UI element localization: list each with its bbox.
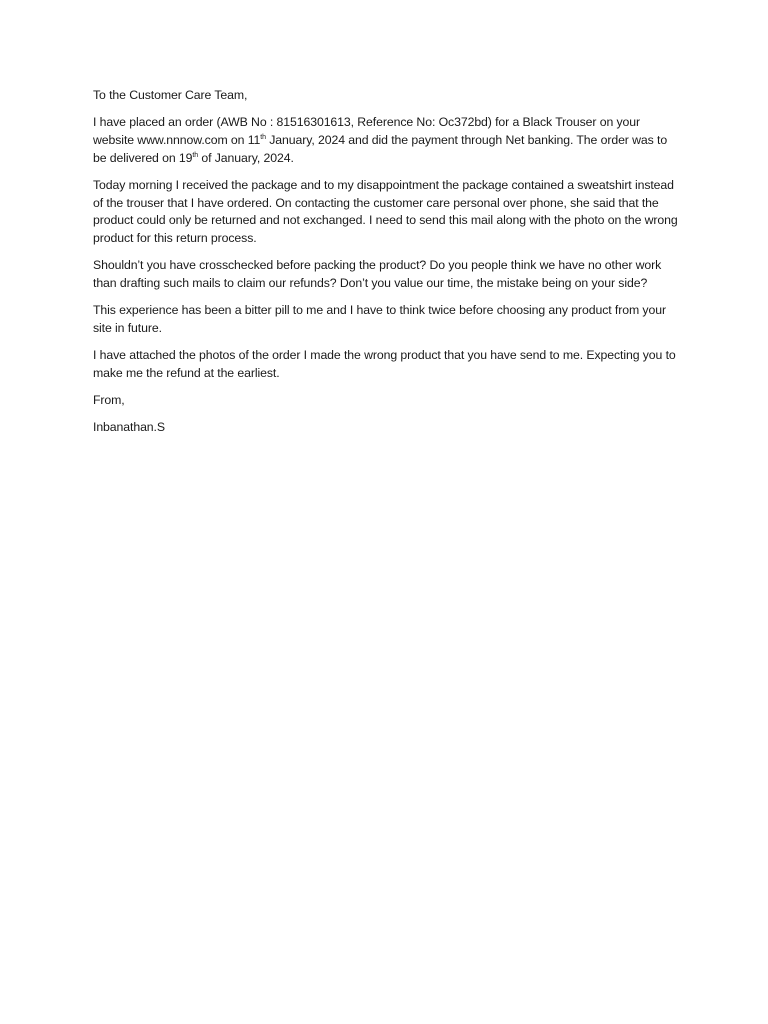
paragraph-experience: This experience has been a bitter pill to me and I have to think twice before choosing any product from your site in future. (93, 303, 666, 335)
salutation: To the Customer Care Team, (93, 88, 248, 102)
paragraph-refund-request: I have attached the photos of the order I made the wrong product that you have send to me. Expecting you to make me the refund at the earliest. (93, 348, 676, 380)
order-text-part-2: January, 2024 and did the payment through Net banking. The order was to be delivered on 19 (93, 132, 668, 165)
paragraph-order-details (93, 114, 683, 167)
paragraph-wrong-product: Today morning I received the package and to my disappointment the package contained a sweatshirt instead of the trouser that I have ordered. On contacting the customer care personal over phone, she said that the product could only be returned and not exchanged. I need to send this mail along with the photo on the wrong product for this return process. (93, 177, 678, 245)
paragraph-complaint: Shouldn’t you have crosschecked before packing the product? Do you people think we have no other work than drafting such mails to claim our refunds? Don’t you value our time, the mistake being on your side? (93, 258, 662, 290)
ordinal-suffix-delivery-date: th (192, 151, 199, 159)
ordinal-suffix-order-date: th (260, 133, 266, 141)
signature: Inbanathan.S (93, 420, 165, 435)
letter-body (93, 87, 683, 447)
order-text-part-1: I have placed an order (AWB No : 81516301613, Reference No: Oc372bd) for a Black Trouser on your website www.nnnow.com on 11 (93, 115, 641, 147)
order-text-part-3: of January, 2024. (198, 150, 294, 165)
closing: From, (93, 393, 125, 408)
